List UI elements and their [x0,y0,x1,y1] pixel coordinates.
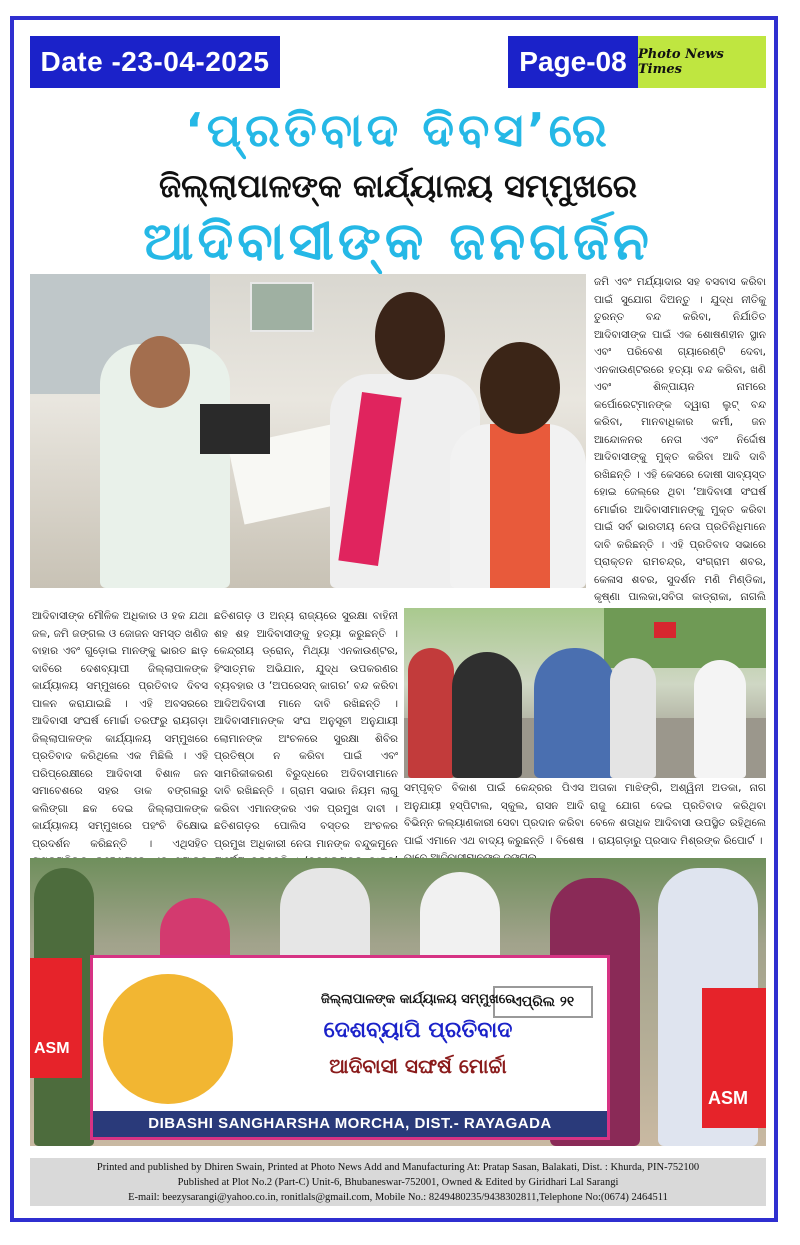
article-column-right-top: ଜମି ଏବଂ ମର୍ଯ୍ୟାଦାର ସହ ବସବାସ କରିବା ପାଇଁ ସୁଯୋଗ ଦିଅନ୍ତୁ । ଯୁଦ୍ଧ ନୀତିକୁ ତୁରନ୍ତ ବନ୍ଦ କରିବା, ନିର୍ଯାତିତ ଆଦିବାସୀଙ୍କ ପାଇଁ ଏକ ଶୋଷଣହୀନ ସ୍ଥାନ ଏବଂ ପରିବେଶ ଗ୍ୟାରେଣ୍ଟି ଦେବା, ଏନକାଉଣ୍ଟରରେ ହତ୍ୟା ବନ୍ଦ କରିବା, ଖଣି ଏବଂ ଶିଳ୍ପାୟନ ନାମରେ କର୍ପୋରେଟ୍‌ମାନଙ୍କ ଦ୍ୱାରା ଲୁଟ୍ ବନ୍ଦ କରିବା, ମାନବାଧିକାର କର୍ମୀ, ଜନ ଆନ୍ଦୋଳନର ନେତା ଏବଂ ନିର୍ଦ୍ଦୋଷ ଆଦିବାସୀଙ୍କୁ ମୁକ୍ତ କରିବା ଆଦି ଦାବି ରଖିଛନ୍ତି । ଏହି କେସରେ ଦୋଷୀ ସାବ୍ୟସ୍ତ ହୋଇ ଜେଲ୍‌ରେ ଥିବା ‘ଆଦିବାସୀ ସଂଘର୍ଷ ମୋର୍ଚ୍ଚାର ଆଦିବାସୀମାନଙ୍କୁ ମୁକ୍ତ କରିବା ପାଇଁ ସର୍ବ ଭାରତୀୟ ନେତା ପ୍ରତିନିଧିମାନେ ଦାବି କରିଛନ୍ତି । ଏହି ପ୍ରତିବାଦ ସଭାରେ ପ୍ରାକ୍ତନ ରାମଚନ୍ଦ୍ର, ସଂଗ୍ରାମ ଶବର, କେଳାସ ଶବର, ସୁଦର୍ଶନ ମଣି ମିଣ୍ଡିକା, କୃଷ୍ଣା ପାଲକା,ସବିତା କାଡ୍ରାକା, ନାଗଲି [594,276,766,603]
banner-subtitle: ଆଦିବାସୀ ସଙ୍ଘର୍ଷ ମୋର୍ଚ୍ଚା [329,1054,507,1078]
red-flag [654,622,676,638]
marcher-4 [610,658,656,778]
banner-footer-text: DIBASHI SANGHARSHA MORCHA, DIST.- RAYAGADA [93,1111,607,1137]
officer-head [130,336,190,408]
imprint-line-1: Printed and published by Dhiren Swain, Printed at Photo News Add and Manufacturing At: Pratap Sasan, Balakati, Dist. : Khurda, PIN-752100 [96,1162,700,1173]
marcher-5 [694,660,746,778]
headline-secondary: ଜିଲ୍ଲାପାଳଙ୍କ କାର୍ଯ୍ୟାଳୟ ସମ୍ମୁଖରେ [158,167,638,205]
article-column-caption-right: ଅତାକା ମାଝିଙ୍ଗି, ଅଶ୍ୱିନୀ ଅଡକା, ନାଗ ରାଜୁ ଯୋଗ ଦେଇ ପ୍ରତିବାଦ କରିଥିବା ବେଳେ ଶତାଧିକ ଆଦିବାସୀ ଉପସ୍ଥିତ ରହିଥିଲେ । ରାୟଗଡ଼ାରୁ ପ୍ରସାଦ ମିଶ୍ରଙ୍କ ରିପୋର୍ଟ । [590,782,766,847]
article-column-caption-left: ସମ୍ପୃକ୍ତ ବିକାଶ ପାଇଁ କେନ୍ଦ୍ରର ପିଏସ ଅନୁଯାୟୀ ହସ୍ପିଟାଲ, ସ୍କୁଲ, ରାସନ ଆଦି ବିଭିନ୍ନ କଲ୍ୟାଣକାରୀ ସେବା ପ୍ରଦାନ କରିବା ପାଇଁ ଏମାନେ ଏଥ ବାଦ୍ୟ କରୁଛନ୍ତି । ବିଶେଷ [404,782,584,847]
marcher-1 [408,648,454,778]
imprint-footer [30,1158,766,1206]
computer-monitor [200,404,270,454]
banner-top-line: ଜିଲ୍ଲାପାଳଙ୍କ କାର୍ଯ୍ୟାଳୟ ସମ୍ମୁଖରେ [320,992,516,1007]
banner-date: ଏପ୍ରିଲ ୨୧ [493,986,593,1018]
newspaper-logo [638,36,766,88]
article-column-left: ଆଦିବାସୀଙ୍କ ମୌଳିକ ଅଧିକାର ଓ ହକ ଯଥା ଜଳ, ଜମି ଜଙ୍ଗଲ ଓ ଜୋଜନ ସମସ୍ତ ଖଣିଜ ବାହାର ଏବଂ ଗୁଡ଼ୋଇ ମାନଙ୍କୁ ଭାରତ ଛାଡ଼ ଦାବିରେ ଦେଶବ୍ୟାପୀ ଜିଲ୍ଲାପାଳଙ୍କ କାର୍ଯ୍ୟାଳୟ ସମ୍ମୁଖରେ ପ୍ରତିବାଦ ଦିବସ ପାଳନ କରାଯାଇଛି । ଏହି ଅବସରରେ ଆଦିବାସୀ ସଂଘର୍ଷ ମୋର୍ଚ୍ଚା ତରଫରୁ ରାୟଗଡ଼ା ଜିଲ୍ଲାପାଳଙ୍କ କାର୍ଯ୍ୟାଳୟ ସମ୍ମୁଖରେ ପ୍ରତିବାଦ କରିଥିଲେ ଏକ ମିଛିଲି । ଏହି ପରିପ୍ରେକ୍ଷୀରେ ଆଦିବାସୀ ବିଶାଳ ଜନ ସମାବେଶରେ ସହର ଡାକ ବଙ୍ଗଳାରୁ କଲିଙ୍ଗା ଛକ ଦେଇ ଜିଲ୍ଲାପାଳଙ୍କ କାର୍ଯ୍ୟାଳୟ ସମ୍ମୁଖରେ ପହଂଚି ବିକ୍ଷୋଭ ପ୍ରଦର୍ଶନ କରିଛନ୍ତି । ଏଥିସହିତ [32,610,208,850]
page-number-label: Page-08 [508,36,638,88]
imprint-line-2: Published at Plot No.2 (Part-C) Unit-6, Bhubaneswar-752001, Owned & Edited by Giridhari Lal Sarangi [177,1177,619,1188]
photo-rally-march [404,608,766,778]
date-label: Date -23-04-2025 [30,36,280,88]
article-column-middle: ଛତିଶଗଡ଼ ଓ ଅନ୍ୟ ରାଜ୍ୟରେ ସୁରକ୍ଷା ବାହିନୀ ଶହ ଶହ ଆଦିବାସୀଙ୍କୁ ହତ୍ୟା କରୁଛନ୍ତି । କେନ୍ଦ୍ରୀୟ ଡ୍ରୋନ୍, ମିଥ୍ୟା ଏନକାଉଣ୍ଟର, ହିଂସାତ୍ମକ ଅଭିଯାନ, ଯୁଦ୍ଧ ଉପକରଣର ବ୍ୟବହାର ଓ ‘ଅପରେସନ୍ କାଗର’ ବନ୍ଦ କରିବା ଆଦିଅଦିବାସୀ ମାନେ ଦାବି ରଖିଛନ୍ତି । ଆଦିବାସୀମାନଙ୍କ ସଂଘ ଅନୁସୂଚୀ ଅନୁଯାୟୀ ଲୋମାନଙ୍କ ଅଂଚଳରେ ସୁରକ୍ଷା ଶିବିର ପ୍ରତିଷ୍ଠା ନ କରିବା ପାଇଁ ଏବଂ ସାମରିକୀକରଣ ବିରୁଦ୍ଧରେ ଅଦିବାସୀମାନେ ଦାବି ରଖିଛନ୍ତି । ଗ୍ରାମ ସଭାର ନିୟମ ଲାଗୁ କରିବା ଏମାନଙ୍କର ଏକ ପ୍ରମୁଖ ଦାବୀ । ଛତିଶଗଡ଼ର ପୋଲିସ ବସ୍ତର ଅଂଚଳର ପ୍ରମୁଖ ଅଧିକାରୀ ନେତା ମାନଙ୍କ ବନ୍ଦୁକମୁନେ [214,610,398,850]
man-head-1 [375,292,445,380]
headline-main: ଆଦିବାସୀଙ୍କ ଜନଗର୍ଜନ [143,212,653,272]
orange-scarf [490,424,550,588]
banner-title: ଦେଶବ୍ୟାପି ପ୍ରତିବାଦ [323,1018,513,1043]
banner-emblem [103,974,233,1104]
right-sign-text: ASM [708,1088,748,1108]
right-sign [702,988,766,1128]
left-sign-text: ASM [34,1040,70,1057]
marcher-2 [452,652,522,778]
protest-banner [90,955,610,1140]
wall-frame [250,282,314,332]
photo-memorandum-handover [30,274,586,588]
man-head-2 [480,342,560,434]
marcher-3 [534,648,616,778]
logo-text: Photo News Times [638,47,724,77]
protester-mid-2 [420,872,500,968]
imprint-line-3: E-mail: beezysarangi@yahoo.co.in, ronitlals@gmail.com, Mobile No.: 8249480235/9438302811,Telephone No:(0674) 2464511 [128,1192,668,1203]
left-sign [30,958,82,1078]
protester-mid-1 [280,868,370,968]
headline-primary: ‘ପ୍ରତିବାଦ ଦିବସ’ରେ [185,103,611,157]
